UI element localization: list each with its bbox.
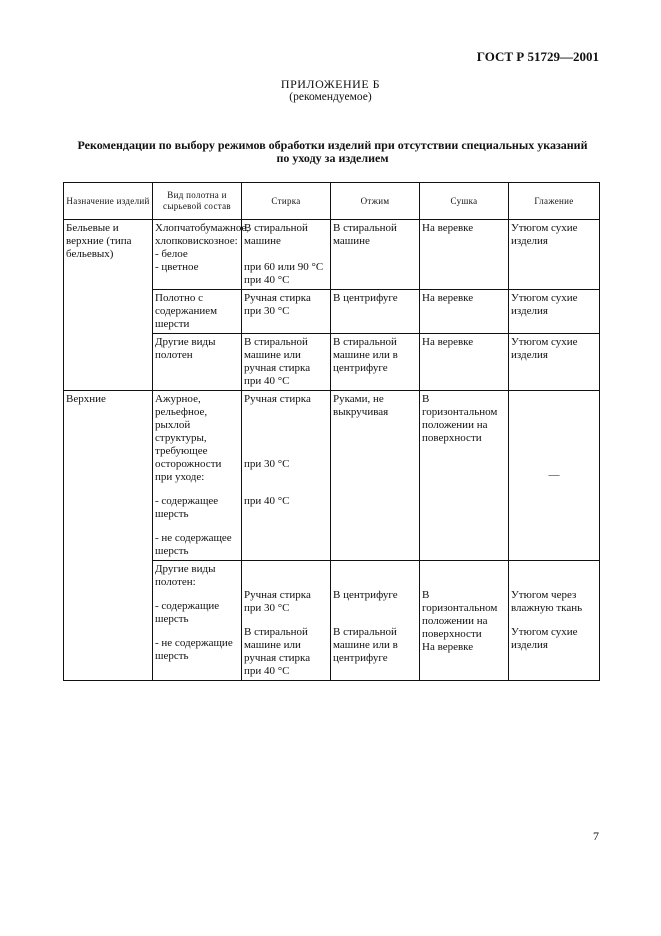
fabric-option: - содержащие шерсть — [155, 600, 220, 625]
iron-cell: Утюгом сухие изделия — [509, 290, 600, 334]
iron-cell: Утюгом сухие изделия — [509, 220, 600, 290]
spin-cell: Руками, не выкручивая — [331, 391, 420, 561]
dry-cell: На веревке — [420, 290, 509, 334]
header-spin: Отжим — [331, 183, 420, 220]
iron-method: Утюгом сухие изделия — [511, 626, 578, 651]
fabric-cell — [153, 391, 242, 561]
header-dry: Сушка — [420, 183, 509, 220]
wash-cell: В стиральной машине или ручная стирка при 40 °С — [242, 334, 331, 391]
wash-temp: при 40 °С — [244, 495, 290, 507]
purpose-cell: Бельевые и верхние (типа бельевых) — [64, 220, 153, 391]
care-recommendations-table — [63, 182, 600, 681]
fabric-option: - белое — [155, 248, 188, 260]
fabric-option: - цветное — [155, 261, 199, 273]
title-line-1: Рекомендации по выбору режимов обработки изделий при отсутствии специальных указаний — [77, 138, 588, 152]
purpose-cell: Верхние — [64, 391, 153, 681]
wash-method: Ручная стирка при 30 °С — [244, 589, 311, 614]
dry-method: На веревке — [422, 641, 474, 653]
spin-cell: В стиральной машине или в центрифуге — [331, 334, 420, 391]
dry-cell: На веревке — [420, 220, 509, 290]
fabric-option: - не содержащее шерсть — [155, 532, 232, 557]
wash-cell — [242, 391, 331, 561]
wash-temp: при 40 °С — [244, 274, 290, 286]
fabric-option: - не содержащие шерсть — [155, 637, 233, 662]
appendix-label: ПРИЛОЖЕНИЕ Б — [280, 77, 381, 91]
wash-cell — [242, 561, 331, 681]
fabric-intro: Другие виды полотен: — [155, 563, 216, 588]
table-header-row — [64, 183, 600, 220]
header-fabric: Вид полотна и сырьевой состав — [153, 183, 242, 220]
header-purpose: Назначение изделий — [64, 183, 153, 220]
iron-cell — [509, 561, 600, 681]
fabric-cell: Другие виды полотен — [153, 334, 242, 391]
iron-cell: Утюгом сухие изделия — [509, 334, 600, 391]
wash-method: Ручная стирка — [244, 393, 311, 405]
fabric-intro: Ажурное, рельефное, рыхлой структуры, требующее осторожности при уходе: — [155, 393, 222, 483]
spin-cell: В центрифуге — [331, 290, 420, 334]
spin-cell: В стиральной машине — [331, 220, 420, 290]
fabric-cell — [153, 220, 250, 290]
iron-cell: — — [509, 391, 600, 561]
wash-method: В стиральной машине — [244, 222, 308, 247]
iron-method: Утюгом через влажную ткань — [511, 589, 583, 614]
wash-temp: при 60 или 90 °С — [244, 261, 324, 273]
header-wash: Стирка — [242, 183, 331, 220]
wash-method: В стиральной машине или ручная стирка при 40 °С — [244, 626, 311, 677]
spin-method: В центрифуге — [333, 589, 398, 601]
appendix-note: (рекомендуемое) — [289, 91, 372, 103]
table-row — [64, 391, 600, 561]
title-line-2: по уходу за изделием — [276, 151, 389, 165]
wash-cell — [242, 220, 331, 290]
fabric-cell: Полотно с содержанием шерсти — [153, 290, 242, 334]
dry-cell — [420, 561, 509, 681]
standard-number: ГОСТ Р 51729—2001 — [476, 49, 599, 64]
header-iron: Глажение — [509, 183, 600, 220]
document-title — [70, 139, 595, 165]
wash-cell: Ручная стирка при 30 °С — [242, 290, 331, 334]
wash-temp: при 30 °С — [244, 458, 290, 470]
fabric-cell — [153, 561, 242, 681]
dry-method: В горизонтальном положении на поверхности — [422, 589, 498, 640]
spin-method: В стиральной машине или в центрифуге — [333, 626, 398, 664]
fabric-option: - содержащее шерсть — [155, 495, 219, 520]
table-row — [64, 220, 600, 290]
dry-cell: На веревке — [420, 334, 509, 391]
fabric-intro: Хлопчатобумажное, хлопковискозное: — [155, 222, 250, 247]
page-number: 7 — [593, 829, 599, 843]
dry-cell: В горизонтальном положении на поверхности — [420, 391, 509, 561]
spin-cell — [331, 561, 420, 681]
